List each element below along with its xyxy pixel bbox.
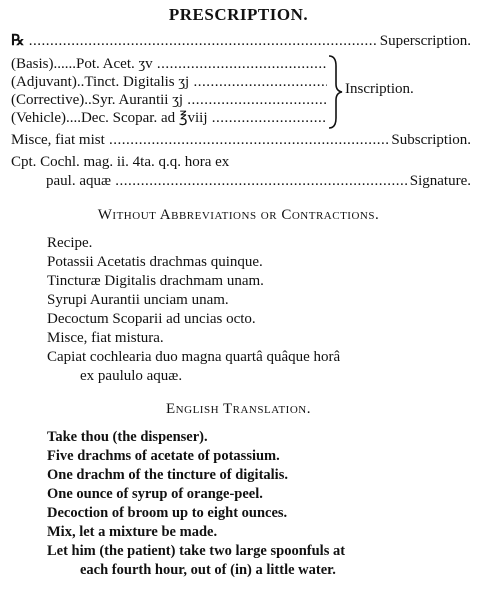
- latin-line: Tincturæ Digitalis drachmam unam.: [47, 273, 264, 289]
- ingredient-text: Pot. Acet. ʒv: [76, 56, 153, 72]
- latin-line: Recipe.: [47, 235, 93, 251]
- signature-label: Signature.: [409, 173, 471, 189]
- latin-line: Syrupi Aurantii unciam unam.: [47, 292, 229, 308]
- inscription-label: Inscription.: [345, 81, 414, 97]
- ingredient-text: Tinct. Digitalis ʒj: [84, 74, 190, 90]
- english-line: One ounce of syrup of orange-peel.: [47, 486, 263, 502]
- superscription-line: [11, 32, 471, 51]
- english-line: Mix, let a mixture be made.: [47, 524, 218, 540]
- latin-line: Decoctum Scoparii ad uncias octo.: [47, 311, 256, 327]
- signature-text: Cpt. Cochl. mag. ii. 4ta. q.q. hora ex: [11, 154, 230, 170]
- brace-icon: [327, 54, 343, 130]
- english-line: each fourth hour, out of (in) a little water.: [80, 562, 336, 578]
- latin-line: Misce, fiat mistura.: [47, 330, 164, 346]
- latin-line: Potassii Acetatis drachmas quinque.: [47, 254, 263, 270]
- signature-text-cont: paul. aquæ .....: [46, 172, 408, 191]
- section-heading-english: English Translation.: [166, 401, 311, 417]
- section-heading-latin: Without Abbreviations or Contractions.: [97, 207, 380, 223]
- role-label: (Basis): [11, 56, 54, 72]
- inscription-row-basis: (Basis)......Pot. Acet. ʒv .....: [11, 55, 327, 74]
- signature-line-2: [46, 172, 471, 191]
- ingredient-text: Syr. Aurantii ʒj: [91, 92, 184, 108]
- inscription-row-adjuvant: (Adjuvant)..Tinct. Digitalis ʒj .....: [11, 73, 327, 92]
- subscription-line: [11, 131, 471, 150]
- latin-line: Capiat cochlearia duo magna quartâ quâque horâ: [47, 349, 341, 365]
- superscription-label: Superscription.: [379, 33, 471, 49]
- latin-line: ex paululo aquæ.: [80, 368, 183, 384]
- english-line: One drachm of the tincture of digitalis.: [47, 467, 288, 483]
- role-label: (Corrective): [11, 92, 85, 108]
- subscription-label: Subscription.: [391, 132, 471, 148]
- english-line: Five drachms of acetate of potassium.: [47, 448, 280, 464]
- inscription-row-corrective: (Corrective)..Syr. Aurantii ʒj .....: [11, 91, 327, 110]
- inscription-row-vehicle: (Vehicle)....Dec. Scopar. ad ℥viij .....: [11, 109, 327, 128]
- english-line: Take thou (the dispenser).: [47, 429, 208, 445]
- recipe-symbol: ℞ .....: [11, 32, 378, 51]
- role-label: (Vehicle): [11, 110, 66, 126]
- signature-line-1: [11, 153, 471, 172]
- subscription-text: Misce, fiat mist .....: [11, 131, 389, 150]
- english-line: Decoction of broom up to eight ounces.: [47, 505, 288, 521]
- ingredient-text: Dec. Scopar. ad ℥viij: [80, 110, 208, 126]
- page-title: PRESCRIPTION.: [168, 5, 309, 24]
- role-label: (Adjuvant): [11, 74, 77, 90]
- english-line: Let him (the patient) take two large spoonfuls at: [47, 543, 346, 559]
